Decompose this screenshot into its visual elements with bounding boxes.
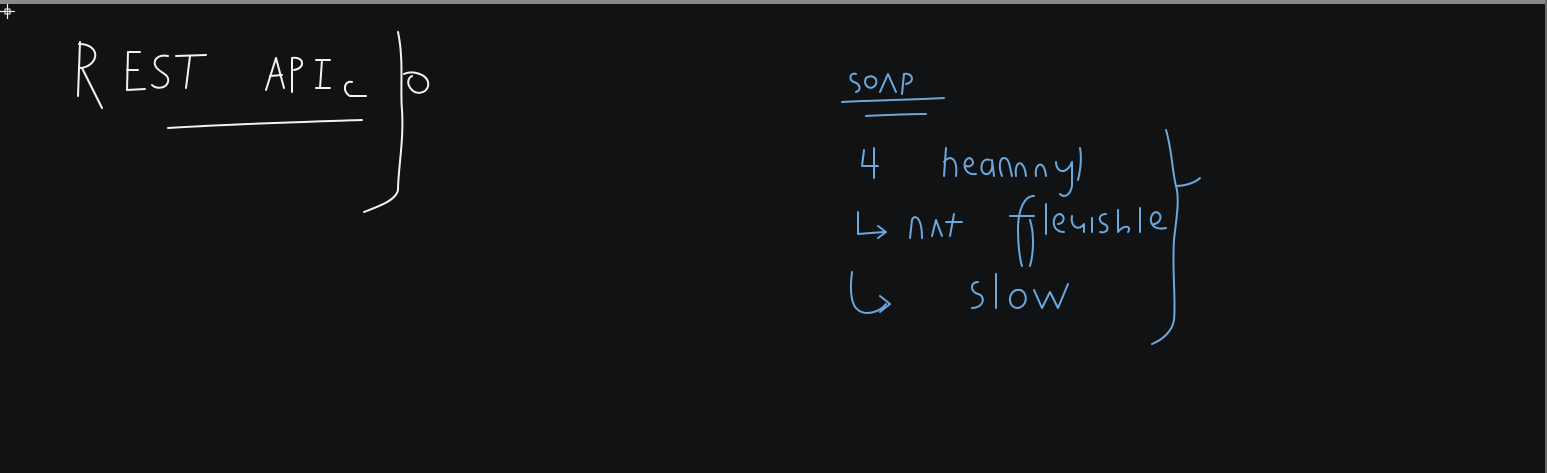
ink-strokes [0, 4, 1545, 473]
drawing-canvas[interactable] [0, 4, 1545, 473]
soap-notes-strokes [842, 74, 1200, 344]
crosshair-cursor-icon [0, 4, 15, 19]
rest-heading-strokes [78, 32, 428, 212]
